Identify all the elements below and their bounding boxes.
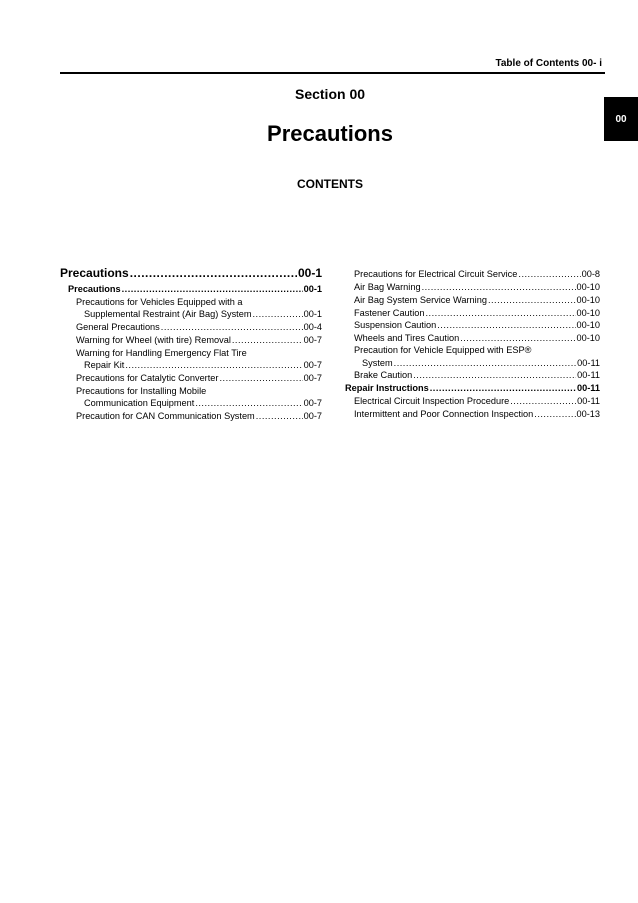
toc-leader [161,321,303,334]
toc-entry-title: Air Bag System Service Warning [354,295,487,305]
toc-entry[interactable] [345,382,600,395]
toc-leader [232,334,303,347]
toc-entry-page: 00-7 [303,411,322,421]
toc-entry-title: System [362,358,393,368]
toc-leader [195,397,302,410]
toc-entry-page: 00-10 [576,282,600,292]
section-label: Section 00 [294,86,366,102]
toc-entry-page: 00-10 [576,308,600,318]
toc-entry[interactable] [354,344,600,357]
toc-leader [534,408,575,421]
toc-entry[interactable] [354,294,600,307]
toc-entry-page: 00-7 [303,373,322,383]
toc-entry-page: 00-7 [303,335,322,345]
toc-entry-page: 00-10 [576,295,600,305]
toc-entry[interactable] [76,372,322,385]
toc-leader [510,395,576,408]
toc-entry-page: 00-8 [581,269,600,279]
toc-entry-page: 00-11 [577,358,600,368]
toc-entry[interactable] [354,268,600,281]
toc-entry-page: 00-11 [577,396,600,406]
toc-entry-page: 00-7 [303,398,322,408]
toc-entry[interactable] [76,334,322,347]
toc-entry[interactable] [76,321,322,334]
toc-entry-title: Fastener Caution [354,308,425,318]
toc-entry-title: Brake Caution [354,370,413,380]
toc-leader [252,308,302,321]
toc-entry-title: Intermittent and Poor Connection Inspection [354,409,534,419]
header-rule [60,72,605,74]
toc-entry-title: Repair Kit [84,360,125,370]
toc-entry[interactable] [354,281,600,294]
toc-entry-page: 00-7 [303,360,322,370]
toc-entry-title: Warning for Handling Emergency Flat Tire [76,348,247,358]
toc-entry-page: 00-13 [576,409,600,419]
toc-entry-title: Wheels and Tires Caution [354,333,460,343]
toc-entry[interactable] [84,359,322,372]
toc-entry-title: Suspension Caution [354,320,437,330]
toc-leader [488,294,576,307]
toc-entry-page: 00-10 [576,333,600,343]
toc-entry-page: 00-10 [576,320,600,330]
toc-entry-page: 00-1 [303,309,322,319]
toc-leader [413,369,576,382]
toc-entry-title: Precautions [68,284,121,294]
toc-leader [256,410,303,423]
toc-leader [122,283,303,296]
toc-entry-title: Electrical Circuit Inspection Procedure [354,396,510,406]
section-tab: 00 [604,97,638,141]
toc-entry-title: Precautions for Vehicles Equipped with a [76,297,243,307]
toc-leader [437,319,575,332]
toc-entry-title: General Precautions [76,322,160,332]
toc-entry[interactable] [84,397,322,410]
toc-entry-title: Repair Instructions [345,383,429,393]
toc-leader [125,359,302,372]
toc-entry[interactable] [84,308,322,321]
toc-entry-page: 00-11 [577,370,600,380]
toc-entry-title: Air Bag Warning [354,282,421,292]
page-title: Precautions [267,121,393,146]
toc-entry-title: Precautions for Catalytic Converter [76,373,219,383]
toc-leader [219,372,302,385]
toc-entry-title: Precaution for CAN Communication System [76,411,255,421]
toc-entry[interactable] [354,369,600,382]
toc-entry-title: Precaution for Vehicle Equipped with ESP® [354,345,532,355]
toc-entry[interactable] [354,395,600,408]
toc-entry[interactable] [354,408,600,421]
toc-entry[interactable] [76,410,322,423]
contents-label: CONTENTS [297,177,363,191]
toc-entry-title: Warning for Wheel (with tire) Removal [76,335,231,345]
toc-entry-page: 00-1 [297,266,322,280]
toc-entry[interactable] [60,265,322,281]
toc-leader [422,281,576,294]
toc-entry-title: Supplemental Restraint (Air Bag) System [84,309,252,319]
toc-leader [130,265,297,281]
toc-entry-title: Precautions for Installing Mobile [76,386,207,396]
toc-entry-title: Precautions for Electrical Circuit Service [354,269,518,279]
toc-entry-title: Precautions [60,266,129,280]
toc-entry-page: 00-11 [577,383,600,393]
toc-leader [430,382,576,395]
toc-entry-page: 00-1 [303,284,322,294]
toc-entry-page: 00-4 [303,322,322,332]
toc-entry[interactable] [354,319,600,332]
toc-leader [518,268,580,281]
toc-entry[interactable] [68,283,322,296]
header-text: Table of Contents 00- i [495,58,602,69]
toc-entry-title: Communication Equipment [84,398,195,408]
